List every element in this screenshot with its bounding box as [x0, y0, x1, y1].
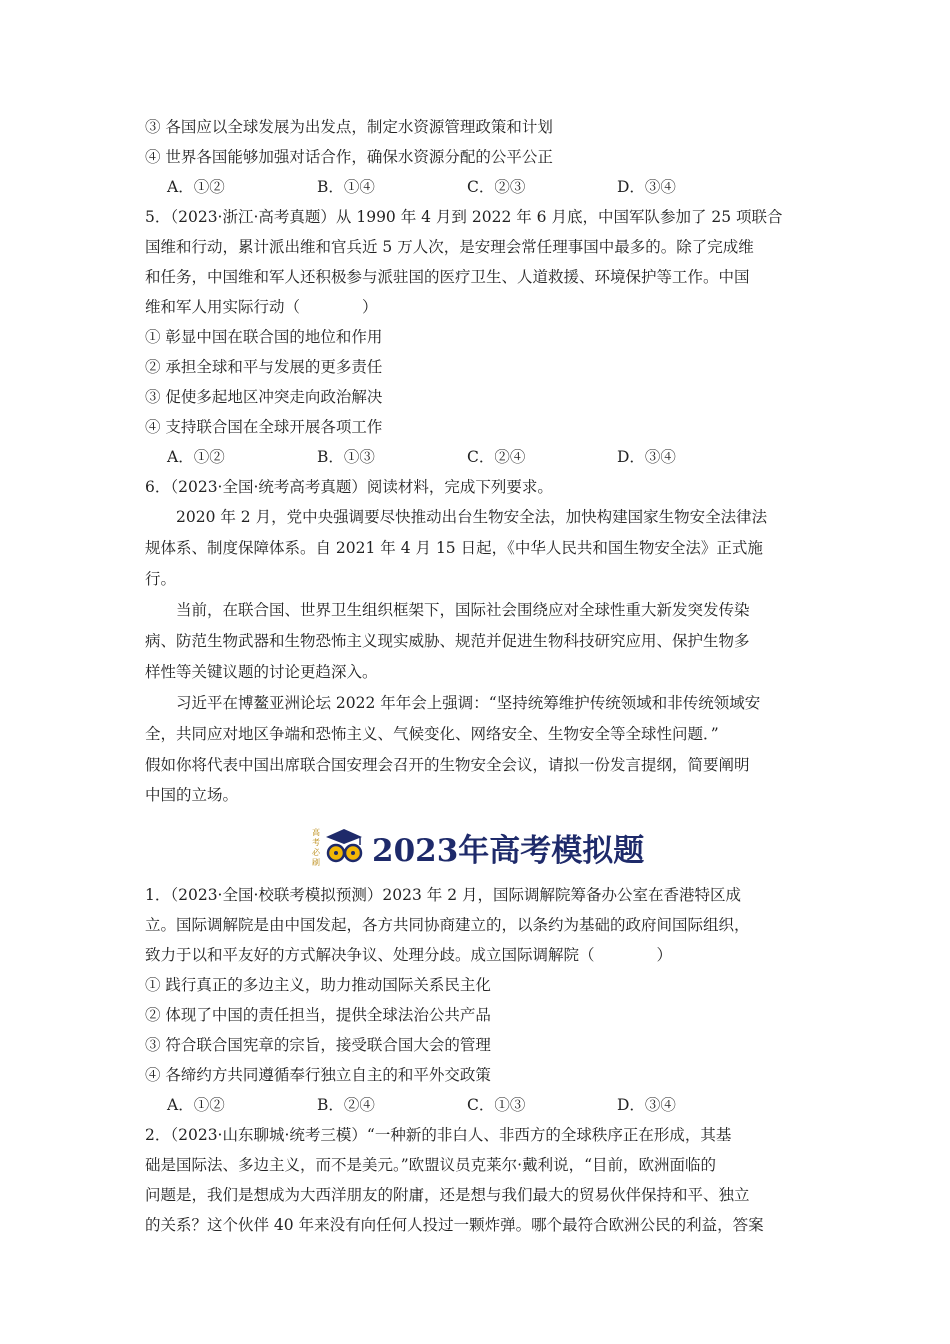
question-line: 国维和行动，累计派出维和官兵近 5 万人次，是安理会常任理事国中最多的。除了完成维	[145, 238, 754, 256]
question-line: 的关系？这个伙伴 40 年来没有向任何人投过一颗炸弹。哪个最符合欧洲公民的利益，答案	[145, 1216, 764, 1234]
material-line: 行。	[145, 570, 177, 588]
option-3: ③ 促使多起地区冲突走向政治解决	[145, 388, 383, 406]
question-line: 致力于以和平友好的方式解决争议、处理分歧。成立国际调解院（ ）	[145, 946, 673, 964]
option-1: ① 彰显中国在联合国的地位和作用	[145, 328, 383, 346]
choice-d: D．③④	[617, 448, 676, 466]
logo-char: 考	[312, 838, 320, 847]
material-paragraph-2	[145, 595, 805, 688]
question-line: 1．（2023·全国·校联考模拟预测）2023 年 2 月，国际调解院筹备办公室在香港特区成	[145, 886, 742, 904]
material-line: 当前，在联合国、世界卫生组织框架下，国际社会围绕应对全球性重大新发突发传染	[176, 601, 750, 619]
task-line: 假如你将代表中国出席联合国安理会召开的生物安全会议，请拟一份发言提纲，简要阐明	[145, 756, 750, 774]
question-line: 5．（2023·浙江·高考真题）从 1990 年 4 月到 2022 年 6 月底，中国军队参加了 25 项联合	[145, 208, 783, 226]
section-heading	[310, 822, 644, 872]
option-1: ① 践行真正的多边主义，助力推动国际关系民主化	[145, 976, 491, 994]
option-3: ③ 符合联合国宪章的宗旨，接受联合国大会的管理	[145, 1036, 491, 1054]
question-line: 和任务，中国维和军人还积极参与派驻国的医疗卫生、人道救援、环境保护等工作。中国	[145, 268, 750, 286]
choice-a: A．①②	[167, 448, 225, 466]
material-line: 全，共同应对地区争端和恐怖主义、气候变化、网络安全、生物安全等全球性问题．”	[145, 725, 719, 743]
question-line: 问题是，我们是想成为大西洋朋友的附庸，还是想与我们最大的贸易伙伴保持和平、独立	[145, 1186, 750, 1204]
section-title: 2023年高考模拟题	[372, 832, 645, 869]
mock-questions	[145, 880, 805, 1240]
material-line: 样性等关键议题的讨论更趋深入。	[145, 663, 378, 681]
choice-d: D．③④	[617, 1096, 676, 1114]
choice-a: A．①②	[167, 178, 225, 196]
option-4: ④ 各缔约方共同遵循奉行独立自主的和平外交政策	[145, 1066, 491, 1084]
answer-choices	[145, 442, 805, 472]
task-line: 中国的立场。	[145, 786, 239, 804]
logo-char: 必	[312, 848, 320, 857]
choice-c: C．①③	[467, 1096, 526, 1114]
choice-b: B．②④	[317, 1096, 375, 1114]
material-paragraph-1	[145, 502, 805, 595]
choice-d: D．③④	[617, 178, 676, 196]
option-3: ③ 各国应以全球发展为出发点，制定水资源管理政策和计划	[145, 118, 553, 136]
question-line: 立。国际调解院是由中国发起，各方共同协商建立的，以条约为基础的政府间国际组织，	[145, 916, 750, 934]
choice-b: B．①④	[317, 178, 375, 196]
material-paragraph-3	[145, 688, 805, 750]
question-line: 维和军人用实际行动（ ）	[145, 298, 378, 316]
document-page	[145, 112, 805, 810]
question-6	[145, 472, 805, 810]
answer-choices	[145, 1090, 805, 1120]
option-4: ④ 支持联合国在全球开展各项工作	[145, 418, 383, 436]
choice-a: A．①②	[167, 1096, 225, 1114]
material-line: 2020 年 2 月，党中央强调要尽快推动出台生物安全法，加快构建国家生物安全法律法	[176, 508, 768, 526]
exam-logo-icon	[310, 823, 368, 871]
mock-question-1	[145, 880, 805, 1120]
question-5	[145, 202, 805, 472]
option-2: ② 承担全球和平与发展的更多责任	[145, 358, 383, 376]
choice-c: C．②③	[467, 178, 526, 196]
mock-question-2	[145, 1120, 805, 1240]
logo-char: 高	[312, 828, 320, 837]
material-line: 病、防范生物武器和生物恐怖主义现实威胁、规范并促进生物科技研究应用、保护生物多	[145, 632, 750, 650]
choice-c: C．②④	[467, 448, 526, 466]
question-stem: 6．（2023·全国·统考高考真题）阅读材料，完成下列要求。	[145, 478, 553, 496]
option-4: ④ 世界各国能够加强对话合作，确保水资源分配的公平公正	[145, 148, 553, 166]
answer-choices	[145, 172, 805, 202]
logo-char: 刷	[312, 858, 320, 867]
material-line: 习近平在博鳌亚洲论坛 2022 年年会上强调：“坚持统筹维护传统领域和非传统领域安	[176, 694, 761, 712]
material-line: 规体系、制度保障体系。自 2021 年 4 月 15 日起，《中华人民共和国生物安全法》正式施	[145, 539, 763, 557]
question-line: 础是国际法、多边主义，而不是美元。”欧盟议员克莱尔·戴利说，“目前，欧洲面临的	[145, 1156, 717, 1174]
owl-icon	[310, 823, 368, 871]
option-2: ② 体现了中国的责任担当，提供全球法治公共产品	[145, 1006, 491, 1024]
question-line: 2．（2023·山东聊城·统考三模）“一种新的非白人、非西方的全球秩序正在形成，其基	[145, 1126, 732, 1144]
choice-b: B．①③	[317, 448, 375, 466]
